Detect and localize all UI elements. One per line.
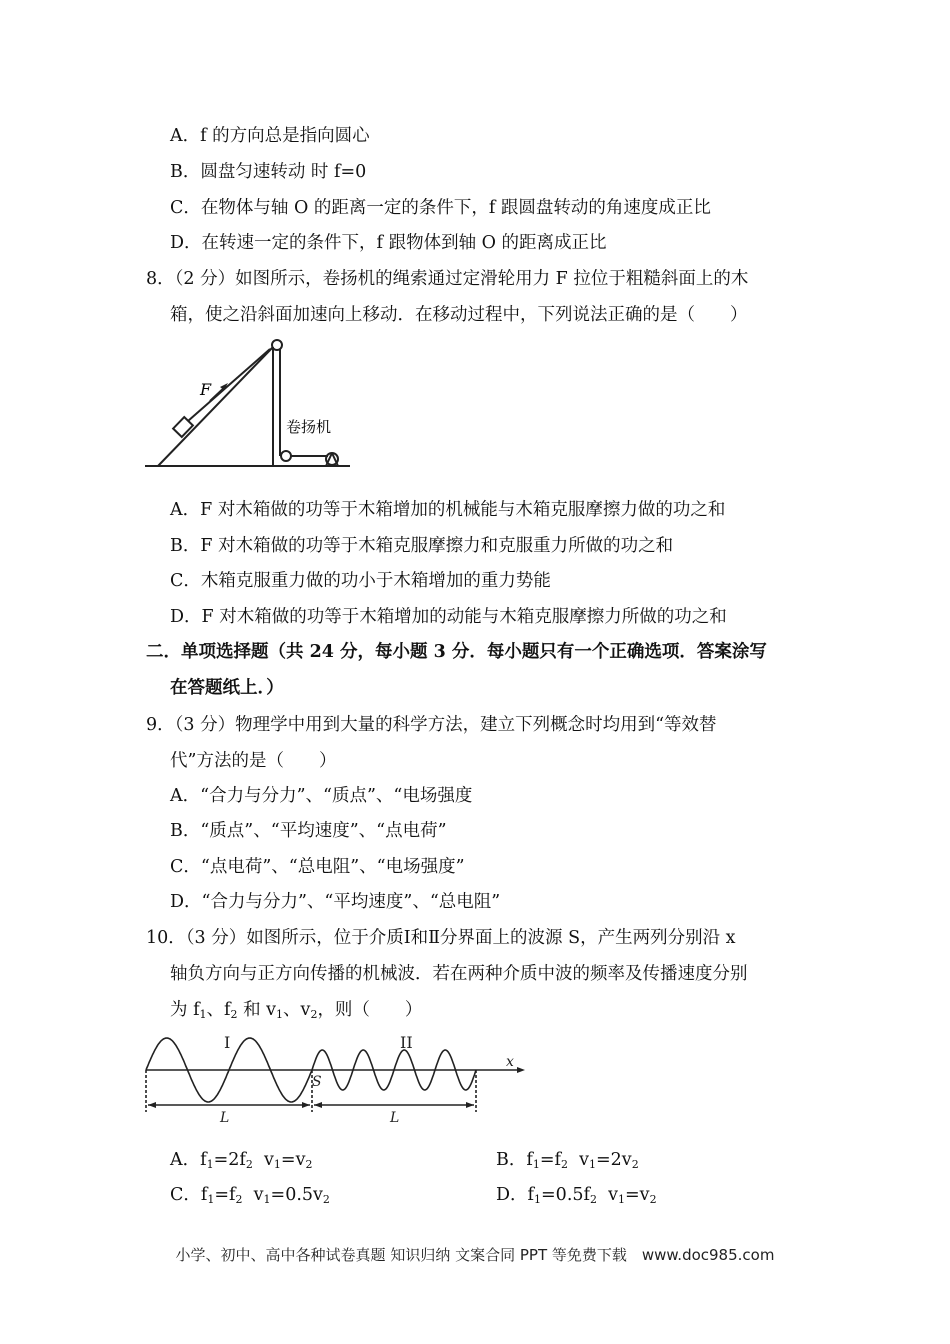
q7-option-d: D．在转速一定的条件下，f 跟物体到轴 O 的距离成正比 (170, 233, 607, 253)
q8-stem-line1: 8．（2 分）如图所示，卷扬机的绳索通过定滑轮用力 F 拉位于粗糙斜面上的木 (146, 269, 749, 289)
force-label: F (200, 380, 212, 399)
q9-option-d: D．“合力与分力”、“平均速度”、“总电阻” (170, 892, 501, 912)
q8-incline-winch-figure (140, 335, 360, 475)
q10-option-d: D．$f_1=0.5f_2$ $v_1=v_2$ (496, 1185, 657, 1206)
section2-heading-line2: 在答题纸上．） (170, 678, 284, 698)
q7-option-c: C．在物体与轴 O 的距离一定的条件下，f 跟圆盘转动的角速度成正比 (170, 198, 711, 218)
pulley (272, 340, 282, 350)
q9-option-b: B．“质点”、“平均速度”、“点电荷” (170, 821, 447, 841)
q10-stem-line1: 10．（3 分）如图所示，位于介质Ⅰ和Ⅱ分界面上的波源 S，产生两列分别沿 x (146, 928, 736, 948)
q10-option-c: C．$f_1=f_2$ $v_1=0.5v_2$ (170, 1185, 330, 1206)
q8-stem-line2: 箱，使之沿斜面加速向上移动．在移动过程中，下列说法正确的是（ ） (170, 305, 748, 325)
source-label: S (312, 1074, 322, 1090)
q10-stem-line2: 轴负方向与正方向传播的机械波．若在两种介质中波的频率及传播速度分别 (170, 964, 748, 984)
q10-stem-line3: 为 $f_1$、$f_2$ 和 $v_1$、$v_2$，则（ ） (170, 1000, 423, 1021)
winch-drum (281, 451, 291, 461)
q7-option-b: B．圆盘匀速转动 时 f=0 (170, 162, 367, 182)
winch-label: 卷扬机 (286, 418, 332, 436)
section2-heading-line1: 二．单项选择题（共 24 分，每小题 3 分．每小题只有一个正确选项．答案涂写 (146, 642, 767, 662)
incline-surface (158, 347, 273, 466)
medium-2-label: II (400, 1033, 413, 1052)
medium-1-label: I (224, 1033, 231, 1052)
page-footer: 小学、初中、高中各种试卷真题 知识归纳 文案合同 PPT 等免费下载 www.doc985.com (175, 1246, 775, 1264)
q9-stem-line1: 9．（3 分）物理学中用到大量的科学方法，建立下列概念时均用到“等效替 (146, 715, 717, 735)
q9-option-a: A．“合力与分力”、“质点”、“电场强度 (170, 786, 473, 806)
q9-stem-line2: 代”方法的是（ ） (170, 751, 337, 771)
length-label-1: L (220, 1110, 230, 1126)
q7-option-a: A．f 的方向总是指向圆心 (170, 126, 370, 146)
q8-option-d: D．F 对木箱做的功等于木箱增加的动能与木箱克服摩擦力所做的功之和 (170, 607, 727, 627)
q9-option-c: C．“点电荷”、“总电阻”、“电场强度” (170, 857, 465, 877)
q8-option-b: B．F 对木箱做的功等于木箱克服摩擦力和克服重力所做的功之和 (170, 536, 674, 556)
q10-option-b: B．$f_1=f_2$ $v_1=2v_2$ (496, 1150, 639, 1171)
q8-option-a: A．F 对木箱做的功等于木箱增加的机械能与木箱克服摩擦力做的功之和 (170, 500, 726, 520)
q8-option-c: C．木箱克服重力做的功小于木箱增加的重力势能 (170, 571, 551, 591)
q10-option-a: A．$f_1=2f_2$ $v_1=v_2$ (170, 1150, 313, 1171)
length-label-2: L (390, 1110, 400, 1126)
x-axis-label: x (506, 1054, 514, 1070)
q10-wave-figure (140, 1030, 540, 1130)
